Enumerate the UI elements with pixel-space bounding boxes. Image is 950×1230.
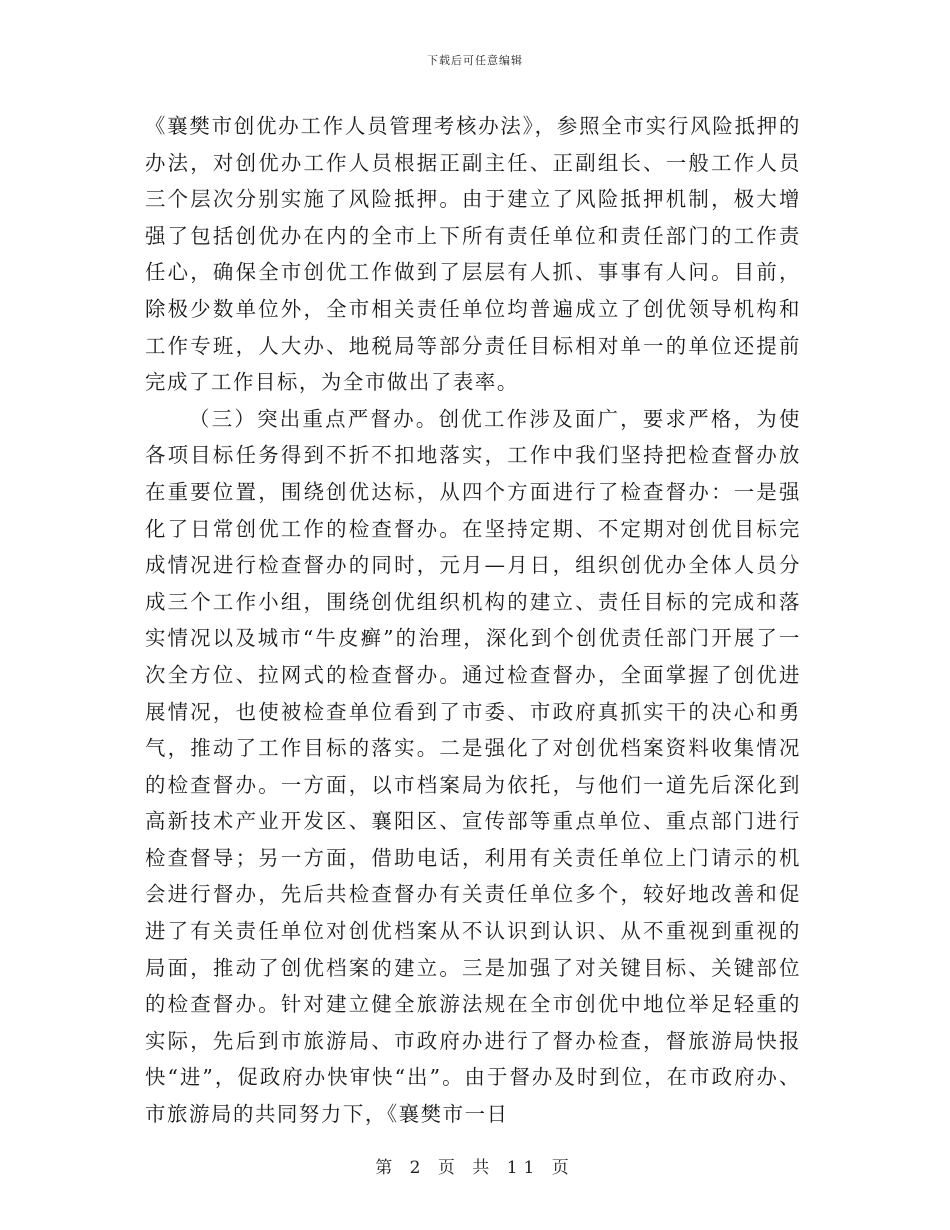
document-body xyxy=(145,108,801,1133)
page-number: 第 2 页 共 11 页 xyxy=(375,1158,575,1178)
body-paragraph-2: （三）突出重点严督办。创优工作涉及面广，要求严格，为使各项目标任务得到不折不扣地落实，工作中我们坚持把检查督办放在重要位置，围绕创优达标，从四个方面进行了检查督办：一是强化了日常创优工作的检查督办。在坚持定期、不定期对创优目标完成情况进行检查督办的同时，元月—月日，组织创优办全体人员分成三个工作小组，围绕创优组织机构的建立、责任目标的完成和落实情况以及城市“牛皮癣”的治理，深化到个创优责任部门开展了一次全方位、拉网式的检查督办。通过检查督办，全面掌握了创优进展情况，也使被检查单位看到了市委、市政府真抓实干的决心和勇气，推动了工作目标的落实。二是强化了对创优档案资料收集情况的检查督办。一方面，以市档案局为依托，与他们一道先后深化到高新技术产业开发区、襄阳区、宣传部等重点单位、重点部门进行检查督导；另一方面，借助电话，利用有关责任单位上门请示的机会进行督办，先后共检查督办有关责任单位多个，较好地改善和促进了有关责任单位对创优档案从不认识到认识、从不重视到重视的局面，推动了创优档案的建立。三是加强了对关键目标、关键部位的检查督办。针对建立健全旅游法规在全市创优中地位举足轻重的实际，先后到市旅游局、市政府办进行了督办检查，督旅游局快报快“进”，促政府办快审快“出”。由于督办及时到位，在市政府办、市旅游局的共同努力下，《襄樊市一日 xyxy=(145,406,801,1127)
page-header-note: 下载后可任意编辑 xyxy=(427,54,523,67)
body-paragraph-1: 《襄樊市创优办工作人员管理考核办法》，参照全市实行风险抵押的办法，对创优办工作人员根据正副主任、正副组长、一般工作人员三个层次分别实施了风险抵押。由于建立了风险抵押机制，极大增强了包括创优办在内的全市上下所有责任单位和责任部门的工作责任心，确保全市创优工作做到了层层有人抓、事事有人问。目前，除极少数单位外，全市相关责任单位均普遍成立了创优领导机构和工作专班，人大办、地税局等部分责任目标相对单一的单位还提前完成了工作目标，为全市做出了表率。 xyxy=(145,114,801,395)
